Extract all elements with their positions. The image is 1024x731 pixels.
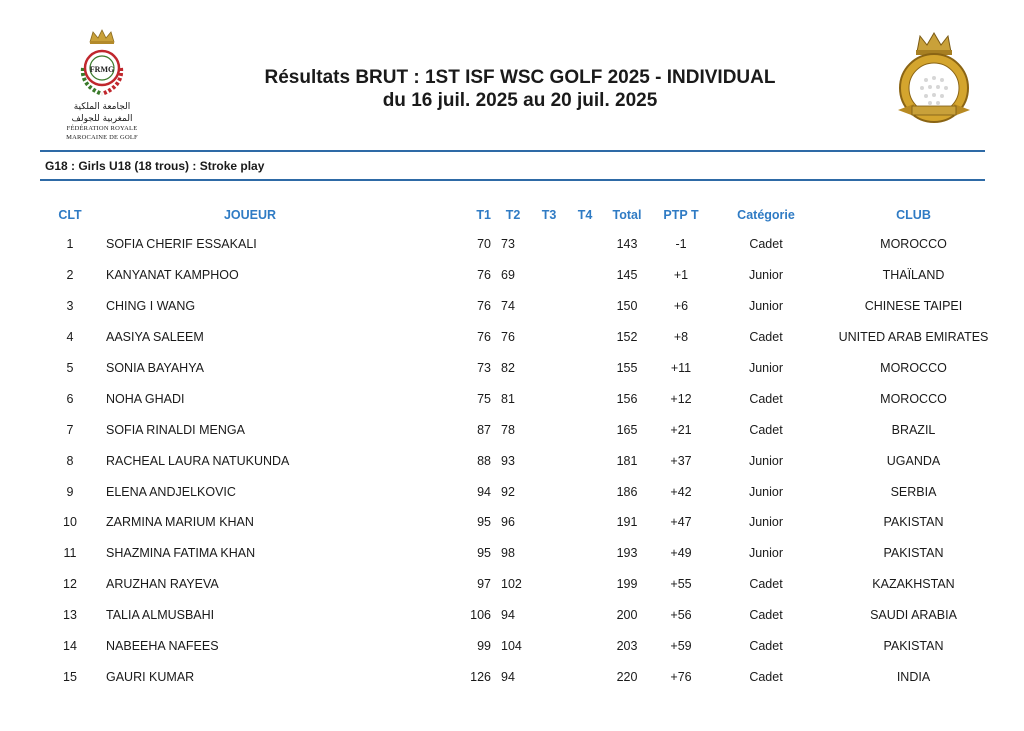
cell-rank: 7 [66,422,74,437]
cell-rank: 11 [63,546,77,561]
cell-total: 155 [616,361,638,375]
header-categorie[interactable]: Catégorie [737,208,795,222]
header-divider [40,150,985,152]
cell-t2: 93 [501,453,515,468]
frmg-logo [52,28,152,150]
cell-ptp: +59 [670,639,692,654]
cell-t3 [531,507,567,538]
cell-total: 143 [616,237,638,252]
cell-t2: 94 [501,669,515,684]
cell-ptp: +8 [673,330,689,345]
table-row [40,291,1006,322]
cell-categorie: Cadet [749,639,783,654]
header-clt[interactable]: CLT [58,208,82,222]
cell-total: 145 [616,268,638,283]
cell-t3 [531,229,567,260]
header-t1[interactable]: T1 [476,208,491,222]
table-row [40,260,1006,291]
cell-ptp: -1 [675,237,687,252]
cell-t1: 99 [477,639,491,654]
cell-ptp: +47 [670,515,692,530]
cell-t2: 69 [501,268,515,283]
header-joueur[interactable]: JOUEUR [223,208,277,222]
cell-club: SERBIA [890,484,937,499]
cell-t4 [567,600,603,631]
cell-club: CHINESE TAIPEI [864,299,963,314]
cell-categorie: Cadet [749,669,783,684]
federation-name-latin-2: MAROCAINE DE GOLF [66,133,138,141]
frmg-crest-icon [71,28,133,100]
table-row [40,414,1006,445]
cell-club: MOROCCO [880,361,947,375]
table-row [40,569,1006,600]
cell-club: PAKISTAN [883,639,944,654]
table-row [40,353,1006,384]
cell-t2: 96 [501,515,515,530]
cell-ptp: +76 [670,669,692,684]
table-row [40,229,1006,260]
cell-player: NABEEHA NAFEES [106,639,219,654]
cell-total: 181 [616,453,638,468]
cell-t2: 102 [501,577,522,592]
cell-club: INDIA [896,669,931,684]
cell-t4 [567,476,603,507]
cell-total: 150 [616,299,638,314]
cell-t2: 81 [501,391,515,406]
cell-t3 [531,291,567,322]
cell-club: UGANDA [886,453,941,468]
cell-t1: 95 [477,546,491,561]
cell-categorie: Junior [748,546,784,561]
cell-player: SONIA BAYAHYA [106,361,204,375]
cell-t3 [531,353,567,384]
cell-t3 [531,260,567,291]
cell-player: ELENA ANDJELKOVIC [106,484,236,499]
cell-t1: 76 [477,299,491,314]
cell-club: BRAZIL [891,422,936,437]
cell-rank: 15 [63,669,77,684]
table-row [40,507,1006,538]
cell-rank: 8 [66,453,74,468]
table-row [40,631,1006,662]
cell-t3 [531,445,567,476]
cell-t4 [567,291,603,322]
cell-player: ZARMINA MARIUM KHAN [106,515,254,530]
cell-categorie: Junior [748,515,784,530]
cell-t1: 75 [477,391,491,406]
cell-rank: 13 [63,608,77,623]
cell-t1: 94 [477,484,491,499]
table-row [40,445,1006,476]
cell-t4 [567,353,603,384]
cell-rank: 12 [63,577,77,592]
cell-t2: 92 [501,484,515,499]
cell-rank: 14 [63,639,77,654]
cell-t3 [531,600,567,631]
cell-categorie: Cadet [749,391,783,406]
page-title [160,66,880,112]
cell-ptp: +12 [670,391,692,406]
cell-t4 [567,538,603,569]
cell-player: RACHEAL LAURA NATUKUNDA [106,453,290,468]
cell-t4 [567,414,603,445]
results-table [40,201,1006,692]
cell-categorie: Junior [748,453,784,468]
cell-categorie: Junior [748,299,784,314]
cell-total: 152 [616,330,638,345]
table-row [40,661,1006,692]
golf-ball-emblem-icon [884,30,984,125]
cell-t1: 97 [477,577,491,592]
cell-t2: 98 [501,546,515,561]
section-divider [40,179,985,181]
cell-t4 [567,445,603,476]
cell-rank: 9 [66,484,74,499]
federation-name-latin-1: FÉDÉRATION ROYALE [66,125,138,132]
cell-t4 [567,507,603,538]
cell-player: AASIYA SALEEM [106,330,204,345]
cell-total: 186 [616,484,638,499]
cell-t1: 70 [477,237,491,252]
table-row [40,322,1006,353]
cell-t2: 73 [501,237,515,252]
cell-ptp: +49 [670,546,692,561]
cell-categorie: Junior [748,484,784,499]
table-row [40,383,1006,414]
cell-ptp: +11 [670,361,692,375]
cell-player: CHING I WANG [106,299,196,314]
header-ptp[interactable]: PTP T [663,208,699,222]
header-total[interactable]: Total [612,208,642,222]
cell-ptp: +37 [670,453,692,468]
cell-t4 [567,229,603,260]
cell-rank: 6 [66,391,74,406]
table-header-row [40,201,1006,229]
cell-t2: 104 [501,639,522,654]
cell-t1: 76 [477,268,491,283]
cell-t1: 106 [470,608,491,623]
cell-t3 [531,631,567,662]
cell-total: 199 [616,577,638,592]
cell-categorie: Cadet [749,608,783,623]
cell-club: THAÏLAND [882,268,945,283]
cell-player: TALIA ALMUSBAHI [106,608,215,623]
cell-t4 [567,631,603,662]
cell-t3 [531,476,567,507]
cell-player: GAURI KUMAR [106,669,195,684]
cell-t4 [567,383,603,414]
cell-rank: 1 [66,237,74,252]
cell-t3 [531,322,567,353]
cell-total: 200 [616,608,638,623]
cell-t1: 73 [477,361,491,375]
federation-name-arabic-1: الجامعة الملكية [73,102,131,112]
cell-t4 [567,661,603,692]
cell-t3 [531,383,567,414]
cell-club: PAKISTAN [883,546,944,561]
cell-t4 [567,322,603,353]
cell-t2: 94 [501,608,515,623]
cell-t2: 76 [501,330,515,345]
golf-trophy-logo [884,30,984,125]
cell-t3 [531,414,567,445]
cell-rank: 10 [63,515,77,530]
cell-categorie: Junior [748,361,784,375]
cell-t4 [567,569,603,600]
cell-t3 [531,538,567,569]
cell-player: KANYANAT KAMPHOO [106,268,239,283]
cell-player: SOFIA RINALDI MENGA [106,422,245,437]
table-row [40,538,1006,569]
cell-club: MOROCCO [880,237,947,252]
cell-t1: 126 [470,669,491,684]
cell-rank: 4 [66,330,74,345]
header-club[interactable]: CLUB [896,208,931,222]
cell-categorie: Cadet [749,422,783,437]
cell-t1: 95 [477,515,491,530]
cell-t2: 74 [501,299,515,314]
table-row [40,600,1006,631]
cell-total: 193 [616,546,638,561]
federation-name-arabic-2: المغربية للجولف [71,114,133,124]
cell-total: 203 [616,639,638,654]
cell-ptp: +42 [670,484,692,499]
cell-ptp: +6 [673,299,689,314]
cell-club: UNITED ARAB EMIRATES [838,330,989,345]
cell-t1: 88 [477,453,491,468]
cell-categorie: Cadet [749,330,783,345]
cell-categorie: Junior [748,268,784,283]
cell-club: KAZAKHSTAN [872,577,955,592]
cell-t3 [531,569,567,600]
cell-ptp: +1 [673,268,689,283]
cell-total: 191 [616,515,638,530]
title-line-1: Résultats BRUT : 1ST ISF WSC GOLF 2025 - INDIVIDUAL [264,67,776,88]
cell-rank: 2 [66,268,74,283]
cell-total: 165 [616,422,638,437]
cell-player: NOHA GHADI [106,391,185,406]
competition-category-label: G18 : Girls U18 (18 trous) : Stroke play [45,159,265,173]
cell-ptp: +21 [670,422,692,437]
header-t4[interactable]: T4 [577,208,593,222]
cell-player: SOFIA CHERIF ESSAKALI [106,237,257,252]
cell-total: 220 [616,669,638,684]
cell-categorie: Cadet [749,237,783,252]
cell-ptp: +56 [670,608,692,623]
cell-club: PAKISTAN [883,515,944,530]
header-t3[interactable]: T3 [541,208,557,222]
title-line-2: du 16 juil. 2025 au 20 juil. 2025 [382,90,658,111]
table-row [40,476,1006,507]
cell-t1: 87 [477,422,491,437]
cell-t3 [531,661,567,692]
cell-player: ARUZHAN RAYEVA [106,577,219,592]
page-header [0,0,1024,150]
cell-t2: 82 [501,361,515,375]
cell-t1: 76 [477,330,491,345]
cell-t2: 78 [501,422,515,437]
seal-text: FRMG [89,65,115,74]
cell-categorie: Cadet [749,577,783,592]
cell-club: SAUDI ARABIA [870,608,957,623]
cell-rank: 5 [66,361,74,375]
cell-total: 156 [616,391,638,406]
header-t2[interactable]: T2 [505,208,521,222]
cell-player: SHAZMINA FATIMA KHAN [106,546,256,561]
cell-club: MOROCCO [880,391,947,406]
cell-rank: 3 [66,299,74,314]
cell-t4 [567,260,603,291]
cell-ptp: +55 [670,577,692,592]
